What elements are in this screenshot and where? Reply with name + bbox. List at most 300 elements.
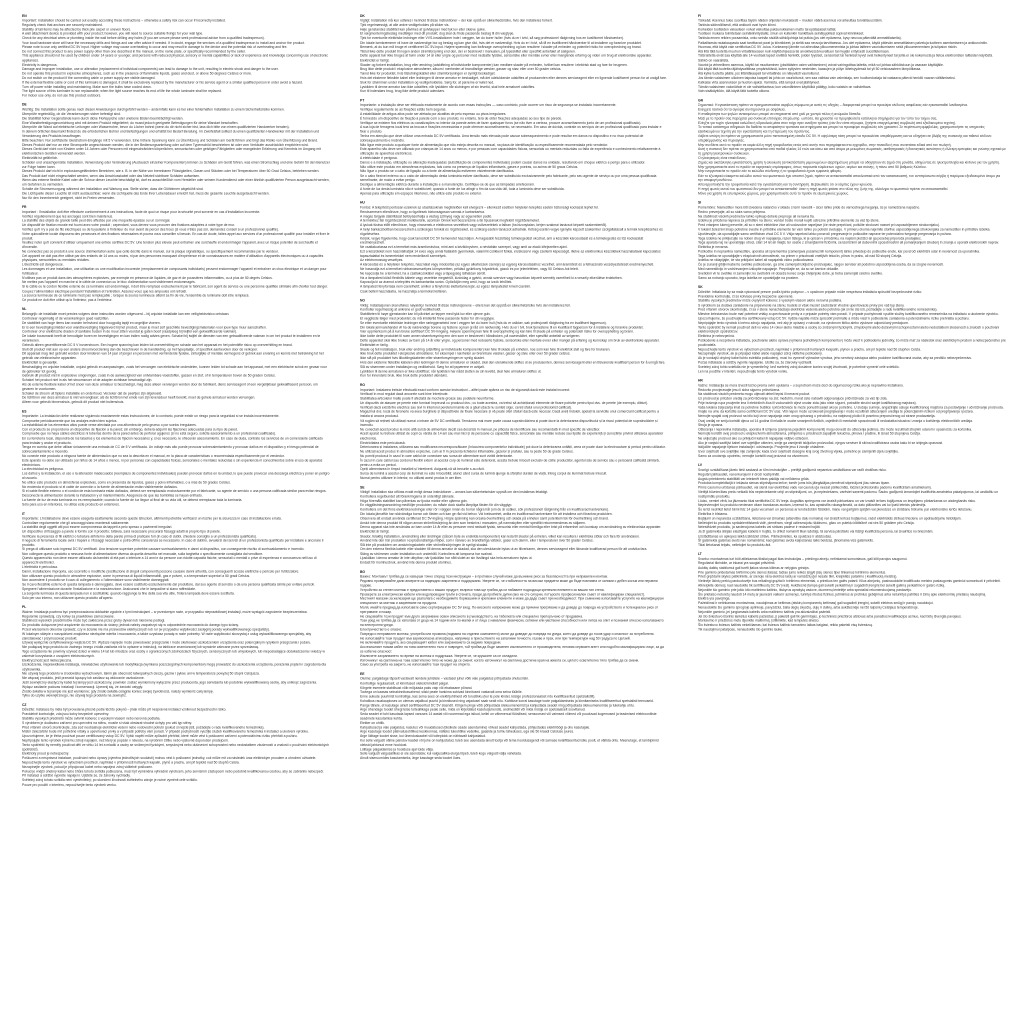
instruction-line: Die Stabilität hoher Gegenstände kann durch dicke Florteppiche oder unebene Böden beeinträchtigt werden. <box>22 116 184 121</box>
instruction-line: Não ligue o produto se o cabo de ligação ou a fonte de alimentação estiverem visivelmente danificados. <box>360 169 515 174</box>
instruction-line: Tuotteen mukana toimitetaan seinäkiinnityslaite; sinun on kuitenkin hankittava seinätyypillesi sopivat kiinnikkeet. <box>698 31 865 36</box>
instruction-line: Questo apparecchio non deve essere utilizzato da bambini di età pari o inferiore a 14 anni e da persone con ridotte capacità fisiche, sensoriali o mentali o prive di esperienza e conoscenza nell'uso di apparecchi elettronici. <box>22 556 317 565</box>
instruction-line: Tjek regelmæssigt, at alle ankre vedligeholdes på sikker vis. <box>360 23 450 28</box>
instruction-line: Ne kapcsolja be a terméket, ha a csatlakozókábel vagy a tápegység láthatóan sérült. <box>360 271 486 276</box>
instruction-line: Tootega on kaasas seinakinnitusvahend; siiski peate hankima sobivad kinnitused vastavalt oma seina tüübile. <box>360 690 523 695</box>
instruction-line: Kontrollige regulaarselt, et kinnitused oleksid kindlalt paigal. <box>360 681 449 686</box>
instruction-line: Poškodenie a nesprávna inštalácia, používanie alebo úprava (výmena jednotlivých komponentov) môžu viesť k poškodeniu jednotky, čo môže mať za následok úraz elektrickým prúdom a nebezpečenstvo pre používateľa. <box>698 338 1006 347</box>
instruction-line: Važno: Instalacija se mora izvesti točno prema ovim uputama – u suprotnom može doći do sigurnosnog rizika ako je nepravilno instalirano. <box>698 383 904 388</box>
instruction-line: Et veggfeste følger med produktet; du må imidlertid finne passende fester for din veggtype. <box>360 316 495 321</box>
instruction-line: For indoor use only, do not use this product outdoors. <box>22 93 102 98</box>
instruction-line: Rendszeresen ellenőrizze, hogy a rögzítések biztonságosan vannak-e karbantartva. <box>360 209 485 214</box>
instruction-line: Viktig: Installasjonen skal utføres nøyaktig i henhold til disse instruksjonene – ellers kan det oppstå en sikkerhetsrisiko hvis den installeres feil. <box>360 303 571 308</box>
instruction-line: Desligue a alimentação elétrica durante a instalação e a manutenção. Certifique-se de que as lâmpadas arrefeceram. <box>360 182 535 187</box>
instruction-line: Pred vrtanjem lukenj preverite, ali so v steni električne žice ali vodovodne napeljave (če niste prepričani, poiščite strokovni nasvet pri usposobljenem strokovnjaku). <box>698 223 940 228</box>
instruction-line: Ne mettez pas l'appareil en marche si le câble de connexion ou le bloc d'alimentation sont visiblement endommagés. <box>22 280 196 285</box>
instruction-line: A magas tárgyak stabilitását befolyásolhatja a vastag szőnyeg vagy az egyenetlen padló. <box>360 214 493 219</box>
instruction-line: Elektrība ir bīstama. <box>698 512 728 517</box>
instruction-line: S výrobkem je dodáváno zařízení pro upevnění na stěnu, musíte si však obstarat vhodné úchyty pro váš typ stěny. <box>22 721 192 725</box>
instruction-line: Ezt a készüléket nem használhatják 14 éves vagy annál fiatalabb gyermekek, valamint csökkent fizikai, érzékszervi vagy szellemi képességű, illetve az elektronikus készülékek használatával kapcsolatos tapasztalattal és ismeretekkel nem rendelkező személyek. <box>360 249 661 258</box>
instruction-line: Vær oppmerksom på å kun bruke sertifisert DC 5V-inngang. Høyere spenning kan føre til overoppheting og kan føre til skade på enheten og potensiell risiko for overoppheting og brann. <box>360 329 635 334</box>
language-section-hu <box>360 201 668 294</box>
instruction-line: Źródło światła w tej lampie nie jest wymienne; gdy źródło światła osiągnie koniec swojej żywotności, należy wymienić całą lampę. <box>22 689 214 694</box>
instruction-line: Svarīgi: uzstādīšana jāveic tieši saskaņā ar šīm instrukcijām – pretējā gadījumā nepareiza uzstādīšana var radīt drošības risku. <box>698 468 887 473</box>
instruction-line: Verificați dacă există fire electrice sau țevi în interiorul peretelui înainte de a găuri (dacă nu sunteți sigur, cereți sfatul unui profesionist calificat). <box>360 405 572 410</box>
instruction-line: Електричеството е опасно. <box>360 627 403 632</box>
instruction-line: A károsodás és a helytelen telepítés, használat vagy módosítás (az egyes alkatrészek cseréje) az egység károsodásához vezethet, ami áramütést és a felhasználó veszélyeztetését eredményezheti. <box>360 262 655 267</box>
instruction-line: Vérifiez qu'il n'y a pas de fils électriques ou de tuyauterie à l'intérieur du mur avant de percer des trous (si vous n'êtes pas sûr, demandez conseil à un professionnel qualifié). <box>22 227 279 232</box>
instruction-line: Nepoužívejte tento výrobek ve výbušném prostředí, například v přítomnosti hořlavých kapalin, plynů a prachu, ani při teplotě nad 50 stupňů Celsia. <box>22 760 240 765</box>
language-code: RO <box>360 383 366 388</box>
instruction-line: Ако външният гъвкав кабел на това осветително тяло е повреден, той трябва да бъде заменен изключително от производителя, неговия сервизен агент или подобно квалифицирано лице, за да се избегне опасност. <box>360 645 664 654</box>
instruction-line: Tilslut ikke dette produkt til nogen anden strømforsyning end den, der er beskrevet i manualen, på typeskiltet eller specifikt anbefalet af sælgeren. <box>360 49 576 54</box>
instruction-line: Svetlobni vir te svetilke ni zamenljiv; ko svetlobni vir doseže konec svoje življenjske dobe, je treba zamenjati celotno svetilko. <box>698 271 883 276</box>
instruction-line: Nie podłączaj tego produktu do żadnego innego źródła zasilania niż to opisane w instrukcji, na tabliczce znamionowej lub wyraźnie zalecane przez sprzedawcę. <box>22 645 260 650</box>
instruction-line: Upozorňujeme, že je třeba používat pouze certifikovaný vstup DC 5V. Vyšší napětí může způsobit přehřátí, které může vést k poškození zařízení a potenciálnímu riziku přehřátí a požáru. <box>22 734 298 739</box>
instruction-line: Ainult siseruumides kasutamiseks, ärge kasutage seda toodet õues. <box>360 756 462 761</box>
instruction-line: Din lokala järnaffär har nödvändiga borrar och fästen och kan ge råd vid behov. Vid tveksamhet, anlita en kvalificerad hantverkare för att installera och förankra produkten. <box>360 512 613 517</box>
instruction-line: Nemojte koristiti ovaj proizvod u eksplozivnim atmosferama, primjerice u prisutnosti zapaljivih tekućina, plinova i prašine, ili iznad 50 stupnjeva Celzija. <box>698 432 921 436</box>
instruction-line: Před vrtáním otvorů zkontrolujte, zda zeď neobsahuje elektrické vedení nebo vodovodní potrubí (pokud si nejste jisti, požádejte o radu kvalifikovaného řemeslníka). <box>22 725 265 730</box>
instruction-line: Stabilitatea articolelor înalte poate fi afectată de mochete groase sau podelele neuniforme. <box>360 396 495 401</box>
instruction-line: Elektrina je nebezpečná. <box>698 334 735 339</box>
instruction-line: Ärge lülitage toodet sisse, kui ühenduskaabel või toiteplokk on nähtavalt kahjustatud. <box>360 734 486 739</box>
instruction-line: Sluk for strømmen under installation og vedligeholdelse. Sørg for, at pærerne er kølet ned. <box>360 80 495 85</box>
instruction-line: Kui selle valgusti väline painduv kaabel või juhe on kahjustatud, tuleb see asendada ainult tootja või tema hooldusagendi või sarnase kvalifitseeritud isiku poolt, et vältida ohtu. Meenutage, et lambipirnid oleksid jahtunud enne hooldust. <box>360 738 659 747</box>
language-section-cz <box>22 703 330 787</box>
instruction-line: Schakel de stroom uit tijdens installatie en onderhoud. Verzeker dat de peertjes zijn afgekoeld. <box>22 391 163 396</box>
instruction-line: Important: Installation should be carried out exactly according these instructions – otherwise a safety risk can occur if incorrectly installed. <box>22 18 226 23</box>
instruction-line: Nu utilizați acest produs în atmosfere explozive, cum ar fi în prezența lichidelor inflamabile, gazelor și prafului, sau la peste 50 de grade Celsius. <box>360 449 574 454</box>
instruction-line: Az elektromosság veszélyes. <box>360 258 404 263</box>
instruction-line: Struja je opasna. <box>698 423 724 428</box>
language-section-fr <box>22 205 330 302</box>
instruction-line: Viktigt! Installation ska utföras exakt enligt dessa instruktioner – annars kan säkerhetsrisker uppstå om den installeras felaktigt. <box>360 490 549 495</box>
instruction-line: Μην συνδέετε αυτό το προϊόν σε καμία άλλη πηγή τροφοδοσίας εκτός από αυτήν που περιγράφεται στο εγχειρίδιο, στην πινακίδα ή που συνιστάται ειδικά από τον πωλητή. <box>698 143 952 147</box>
instruction-line: Verificați în mod regulat dacă ancorele sunt bine întreținute. <box>360 392 449 397</box>
instruction-line: Проверете за електрически кабели или водопроводни тръби в стената, преди да пробиете дупки (ако не сте сигурни, потърсете професионален съвет от квалифициран специалист). <box>360 592 646 597</box>
instruction-line: Ljuskällan i denna armatur är inte utbytbar; när ljuskällan har nått slutet av sin livslängd ska hela armaturen bytas ut. <box>360 556 533 561</box>
instruction-line: Nenaudokite šio gaminio sprogioje aplinkoje, pavyzdžiui, šalia degių skysčių, dujų ir dulkių, arba aukštesnėje nei 50 laipsnių Celsijaus temperatūroje. <box>698 605 919 610</box>
instruction-line: Tjek for eventuelle elektriske ledninger eller VVS-installationer inde i væggen, før du borer huller (hvis du er i tvivl, så søg professionel rådgivning hos en kvalificeret håndværker). <box>360 36 624 41</box>
instruction-line: Hvis det eksterne fleksible kabel eller ledningen til denne armatur er beskadiget, må det udelukkende udskiftes af producenten eller dennes serviceagent eller en lignende kvalificeret person for at undgå fare. <box>360 76 667 80</box>
instruction-line: Elektryczność jest niebezpieczna. <box>22 658 73 663</box>
instruction-line: Ärge kasutage toodet plahvatusohtlikus keskkonnas, näiteks tuleohtlike vedelike, gaaside ja tolmu läheduses, ega üle 50 kraadi Celsiuse juures. <box>360 729 575 734</box>
instruction-line: Ha a lámpatest külső flexibilis kábele vagy vezetéke megsérült, kizárólag a gyártó, annak szervize vagy hasonlóan képzett személy cserélheti ki a veszély elkerülése érdekében. <box>360 276 623 280</box>
instruction-line: Μην χρησιμοποιείτε αυτό το προϊόν σε εκρηκτικές ατμόσφαιρες, όπως παρουσία εύφλεκτων υγρών, αερίων και σκόνης, ή πάνω από 50 βαθμούς Κελσίου. <box>698 165 927 169</box>
instruction-line: Observera att endast använda certifierad DC 5V-ingång. Högre spänning kan orsaka överhettning och skada på enheten samt potentiell risk för överhettning och brand. <box>360 516 609 521</box>
instruction-line: A helyi barkácsboltban beszerezheti a szükséges fúrókat és rögzítéseket, és szükség esetén tanácsot adhatnak. Kétség esetén vegye igénybe képzett szakember szolgáltatásait a termék telepítéséhez és rögzítéséhez. <box>360 227 663 236</box>
instruction-line: En väggfästningsanordning medföljer produkten; du måste dock skaffa lämpliga fästen för din väggtyp. <box>360 503 513 508</box>
instruction-line: Gebruik dit product niet in explosieve omgevingen, zoals in de aanwezigheid van ontvlambare vloeistoffen, gassen en stof, of in temperaturen boven de 50 graden Celsius. <box>22 373 276 378</box>
instruction-line: Jeśli zewnętrzny elastyczny kabel tej lampy jest uszkodzony, powinien zostać wymieniony wyłącznie przez producenta, jego serwisanta lub podobnie wykwalifikowaną osobę, aby uniknąć zagrożenia. <box>22 680 318 685</box>
instruction-line: Slå inte på produkten om anslutningskabeln eller strömförsörjningen är synligt skadad. <box>360 543 489 547</box>
instruction-line: Controleer of er elektrische draden of sanitaire buizen in de muur zitten voordat je gaten boort (raadpleeg bij twijfel een gekwalificeerde vakman). <box>22 329 238 334</box>
language-section-ee <box>360 672 668 761</box>
instruction-line: Pokud je vnější ohebný kabel nebo šňůra tohoto svítidla poškozena, musí být vyměněna výhradně výrobcem, jeho servisním zástupcem nebo podobně kvalifikovanou osobou, aby se zabránilo nebezpečí. <box>22 769 325 774</box>
instruction-line: Regularnie sprawdzaj, czy kotwy są prawidłowo zamocowane. <box>22 614 115 619</box>
instruction-line: Un dispositif de fixation murale est fourni avec votre produit ; cependant, vous devrez vous procurer des fixations adaptées à votre type de mur. <box>22 223 235 228</box>
instruction-line: La sorgente luminosa di questa lampada non è sostituibile; quando raggiunge la fine della sua vita utile, l'intera lampada deve essere sostituita. <box>22 591 235 596</box>
instruction-line: En su ferretería local, dispondrá de los taladros y los elementos de fijación necesarios y, si es necesario, le ofrecerán asesoramiento. En caso de duda, contrate los servicios de un comerciante calificado para instalar y anclar el producto. <box>22 436 323 445</box>
instruction-line: Tämän valaisimen valonlähde ei ole vaihdettavissa; kun valonlähteen käyttöikä päättyy, koko valaisin on vaihdettava. <box>698 84 872 89</box>
instruction-line: Pred vŕtaním otvorov skontrolujte, či sa v stene nenachádzajú elektrické vedenia alebo potrubia (ak si nie ste istí, požiadajte o radu kvalifikovaného remeselníka). <box>698 307 938 312</box>
instruction-line: Kontrollera om det finns elektriska ledningar eller rör i väggen innan du borrar några hål (om du är osäker, sök professionell rådgivning från en kvalificerad hantverkare). <box>360 507 610 512</box>
instruction-line: Tätä laitetta eivät saa käyttää alle 14-vuotiaat lapset eivätkä henkilöt, joiden fyysiset, sensoriset tai henkiset kyvyt ovat heikentyneet tai joilla ei ole kokemusta ja tietoa elektronisten laitteiden käytöstä. <box>698 54 993 58</box>
instruction-line: Sursa de lumină a acestui corp de iluminat nu este înlocuibilă; atunci când sursa de lumină ajunge la sfârșitul duratei de viață, întreg corpul de iluminat trebuie înlocuit. <box>360 471 608 476</box>
language-code: ES <box>22 409 27 414</box>
instruction-line: Vigtigt: Installation må kun udføres i henhold til disse instruktioner – der kan opstå en sikkerhedsrisiko, hvis den installeres forkert. <box>360 18 553 23</box>
instruction-line: Dôležité: Inštalácia by sa mala vykonávať presne podľa týchto pokynov – v opačnom prípade môže nesprávna inštalácia spôsobiť bezpečnostné riziko. <box>698 290 923 295</box>
instruction-line: Kõrgete esemete stabiilsust võib mõjutada paks vaip või ebatasane põrand. <box>360 685 473 690</box>
instruction-line: Izvor svjetlosti ove svjetiljke nije zamjenjiv; kada izvor svjetlosti dosegne kraj svog životnog vijeka, potrebno je zamijeniti cijelu svjetiljku. <box>698 449 899 454</box>
instruction-line: Důležité: Instalace by měla být provedena přesně podle těchto pokynů – jinak může při nesprávné instalaci vzniknout bezpečnostní riziko. <box>22 707 227 712</box>
instruction-line: Ikke bruk dette produktet i eksplosive atmosfærer, for eksempel i nærheten av brennbare væsker, gasser og støv, eller over 50 grader celsius. <box>360 351 571 356</box>
language-code: IT <box>22 511 25 516</box>
language-code: NO <box>360 298 366 303</box>
instruction-line: Světelný zdroj tohoto svítidla není vyměnitelný; po skončení životnosti světelného zdroje je nutné vyměnit celé svítidlo. <box>22 778 198 783</box>
language-section-es <box>22 410 330 507</box>
instruction-line: Tento spotrebič by nemali používať deti vo veku 14 rokov alebo mladšie a osoby so zníženými fyzickými, zmyslovými alebo duševnými schopnosťami alebo nedostatkom skúseností a znalostí o používaní elektronických spotrebičov. <box>698 325 1000 334</box>
instruction-line: Tenha em atenção que deve utilizar uma entrada DC 5V certificada. Uma tensão mais elevada pode causar sobreaquecimento e pode resultar em danos no dispositivo e no risco potencial de sobreaquecimento e incêndio. <box>360 134 644 143</box>
instruction-line: Místní železářství bude mít potřebné vrtáky a upevňovací prvky a v případě potřeby vám poradí. V případě pochybností využijte služeb kvalifikovaného řemeslníka k instalaci a ukotvení výrobku. <box>22 729 309 734</box>
instruction-line: Höga föremåls stabilitet kan påverkas av tjocka mattor eller ojämna golv. <box>360 499 468 503</box>
instruction-line: La stabilità degli oggetti alti può essere compromessa da tappeti a pelo spesso o pavimenti irregolari. <box>22 525 173 530</box>
instruction-line: Nepripájajte tento výrobok k inému zdroju napájania, než aký je opísaný v návode, na výrobnom štítku alebo výslovne odporúčaný predajcom. <box>698 321 909 325</box>
instruction-line: A sua loja de ferragens local terá as brocas e fixações necessárias e pode oferecer aconselhamento, se necessário. Em caso de dúvida, contrate os serviços de um profissional qualificado para instalar e fixar o produto. <box>360 125 662 134</box>
instruction-line: Con el producto se proporciona un dispositivo de fijación a la pared; sin embargo, deberá adquirir las fijaciones adecuadas para su tipo de pared. <box>22 427 238 432</box>
language-code: FI <box>698 14 701 18</box>
instruction-line: No conecte este producto a ninguna fuente de alimentación que no sea la descrita en el manual, en la placa de características o recomendada específicamente por el vendedor. <box>22 454 285 458</box>
instruction-line: Desconecte la alimentación durante la instalación y el mantenimiento. Asegúrese de que las bombillas se hayan enfriado. <box>22 493 203 498</box>
instruction-line: Tarkista ennen reikien poraamista, onko seinän sisällä sähköjohtoja tai putkia (jos olet epävarma, kysy neuvoa pätevältä ammattilaiselta). <box>698 36 902 41</box>
text-columns <box>22 14 1006 1018</box>
instruction-line: Magazinul dvs. local de feronerie va avea burghiele și dispozitivele de fixare necesare și vă poate oferi sfaturi dacă este necesar. Dacă aveți îndoieli, apelați la serviciile unui comerciant calificat pentru a instala și ancora produsul. <box>360 410 660 419</box>
instruction-line: Μόνο για χρήση σε εσωτερικούς χώρους, μην χρησιμοποιείτε αυτό το προϊόν σε εξωτερικούς χώρους. <box>698 191 849 196</box>
language-code: HU <box>360 200 365 205</box>
instruction-line: Schäden und unsachgemäße Installation, Verwendung oder Veränderung (Austausch einzelner Komponenten) können zu Schäden am Gerät führen, was einen Stromschlag und eine Gefahr für den Benutzer zur Folge haben kann. <box>22 160 330 169</box>
instruction-line: Redno preverjajte, ali so sidra varno pritrjena. <box>698 209 766 214</box>
instruction-line: Vietinėje ūkinių prekių parduotuvėje bus reikalingi grąžtai ir tvirtinimo elementai, o prireikus ten galės patarti. Kilus abejonių, pasinaudokite kvalifikuoto meistro paslaugomis gaminiui sumontuoti ir pritvirtinti. <box>698 579 1001 584</box>
instruction-line: Šo ierīci nedrīkst lietot bērni līdz 14 gadu vecumam un personas ar ierobežotām fiziskām, maņu vai garīgām spējām vai pieredzes un zināšanu trūkumu par elektronisko ierīču lietošanu. <box>698 507 973 512</box>
instruction-line: Les dommages et une installation, une utilisation ou une modification incorrecte (remplacement de composants individuels) peuvent endommager l'appareil et entraîner un choc électrique et un danger pour l'utilisateur. <box>22 267 327 276</box>
instruction-line: Non collegare questo prodotto a nessuna fonte di alimentazione diversa da quella descritta nel manuale, sulla targhetta o specificamente consigliata dal venditore. <box>22 551 264 556</box>
instruction-line: Se o cabo flexível externo ou o cabo de alimentação desta luminária estiver danificado, deve ser substituído exclusivamente pelo fabricante, pelo seu agente de serviço ou por uma pessoa qualificada semelhante, de modo a evitar perigo. <box>360 173 657 183</box>
instruction-line: Important: Instalarea trebuie efectuată exact conform acestor instrucțiuni – altfel poate apărea un risc de siguranță dacă este instalat incorect. <box>360 387 571 392</box>
instruction-line: Nemojte spajati ovaj proizvod na bilo koji izvor napajanja osim onog opisanog u priručniku, na natpisnoj pločici ili posebno preporučenog od strane prodavatelja. <box>698 414 936 419</box>
instruction-line: A wall attachment device is provided with your product; however, you will need to source suitable fixings for your wall type. <box>22 31 204 36</box>
instruction-line: Vietējā būvniecības preču veikalā būs nepieciešamie urbji un stiprinājumi, un, ja nepieciešams, varēsiet saņemt padomu. Šaubu gadījumā izmantojiet kvalificēta amatnieka pakalpojumus, lai uzstādītu un nostiprinātu produktu. <box>698 490 999 499</box>
language-code: FR <box>22 205 27 210</box>
instruction-line: Não utilize este produto em atmosferas explosivas, tais como na presença de líquidos inflamáveis, gases e poeiras, ou acima de 50 graus Celsius. <box>360 165 579 169</box>
instruction-line: Acest aparat nu trebuie utilizat de copii cu vârsta de 14 ani sau mai mici și de persoane cu capacități fizice, senzoriale sau mentale reduse sau lipsite de experiență și cunoștințe privind utilizarea aparatelor electronice. <box>360 432 664 441</box>
instruction-line: Το τοπικό κατάστημα σιδηρικών θα διαθέτει τα απαραίτητα τρυπάνια και στηρίγματα και μπορεί να προσφέρει συμβουλές εάν χρειαστεί. Σε περίπτωση αμφιβολίας, χρησιμοποιήστε τις υπηρεσίες εξειδικευμένου τεχνίτη για την εγκατάσταση και τη στερέωση του προϊόντος. <box>698 125 985 134</box>
instruction-line: Anslut inte denna produkt till någon annan strömförsörjning än den som beskrivs i manualen, på namnskylten eller specifikt rekommenderas av säljaren. <box>360 521 586 525</box>
instruction-line: Ak je vonkajší ohybný kábel tohto svietidla poškodený, musí ho vymeniť výhradne výrobca, jeho servisný zástupca alebo podobne kvalifikovaná osoba, aby sa predišlo nebezpečenstvu. <box>698 356 973 361</box>
instruction-line: Λάβετε υπόψη ότι πρέπει να χρησιμοποιείτε μόνο πιστοποιημένη είσοδο DC 5V. Η υψηλότερη τάση μπορεί να προκαλέσει υπερθέρμανση και να οδηγήσει σε βλάβη της συσκευής και πιθανό κίνδυνο υπερθέρμανσης και πυρκαγιάς. <box>698 134 992 143</box>
instruction-line: A termékhez fali rögzítőeszközt mellékelünk, azonban Önnek kell beszereznie a fal típusának megfelelő rögzítőelemeket. <box>360 218 540 223</box>
instruction-line: Danni, installazione impropria, uso scorretto o modifiche (sostituzione di singoli componenti) possono causare danni all'unità, con conseguenti scosse elettriche e pericolo per l'utilizzatore. <box>22 569 300 574</box>
instruction-line: Lyskilden til denne armaturen er ikke utskiftbar; når lyskilden har nådd slutten av sin levetid, skal hele armaturen skiftes ut. <box>360 369 542 374</box>
instruction-line: De lokale bouwmarkt heeft de benodigde boren en bevestigingen en kan indien nodig advies geven. Schakel bij twijfel de diensten van een gekwalificeerde vakman in om het product te installeren en te verankeren. <box>22 334 321 343</box>
instruction-line: Fontos: A telepítést pontosan ezeknek az utasításoknak megfelelően kell elvégezni – ellenkező esetben helytelen telepítés esetén biztonsági kockázat léphet fel. <box>360 205 599 210</box>
instruction-line: Elektrika je nevarna. <box>698 245 729 250</box>
instruction-line: Ikke koble dette produktet til noen annen strømforsyning enn den som er beskrevet i håndboken, på navneskiltet, eller spesifikt anbefalt av selgeren. <box>360 334 581 339</box>
instruction-line: Verificare la presenza di fili elettrici o tubature all'interno della parete prima di praticare fori (in caso di dubbi, chiedere consiglio a un professionista qualificato). <box>22 534 258 539</box>
instruction-line: Älä liitä tätä tuotetta muuhun virtalähteeseen kuin käyttöohjeessa tai arvokilvessä kuvattuun tai myyjän erityisesti suosittelemaan. <box>698 49 890 54</box>
instruction-line: Този уред не трябва да се използва от деца на 14 години или по-малки и от лица с намалени физически, сетивни или умствени способности или липса на опит и познания относно използването на електронни уреди. <box>360 618 664 628</box>
language-code: DE <box>22 102 27 107</box>
instruction-line: Ne connectez pas ce produit à une source d'alimentation autre que celle décrite dans le manuel, sur la plaque signalétique, ou spécifiquement recommandée par le vendeur. <box>22 249 279 254</box>
instruction-line: Lūdzu, ņemiet vērā, ka jāizmanto tikai sertificēta DC 5V ieeja. Augstāks spriegums var izraisīt pārkaršanu un var izraisīt ierīces bojājumus un iespējamu pārkaršanas un aizdegšanās risku. <box>698 499 976 503</box>
language-code: PT <box>360 98 365 103</box>
instruction-line: A eletricidade é perigosa. <box>360 156 398 161</box>
instruction-line: Skade og feil installasjon, bruk eller endring (utskifting av individuelle komponenter) kan føre til skade på enheten, noe som kan føre til elektrisk støt og fare for brukeren. <box>360 347 611 352</box>
instruction-line: Ce produit ne doit être utilisé qu'à l'intérieur, pas à l'extérieur. <box>22 298 113 302</box>
instruction-line: Atkreipkite dėmesį, kad naudokite tik sertifikuotą DC 5V įvestį. Aukštesnė įtampa gali sukelti perkaitimą ir sugadinti įrenginį bei sukelti galimą perkaitimo ir gaisro riziką. <box>698 583 946 588</box>
instruction-line: Não ligue este produto a qualquer fonte de alimentação que não esteja descrita no manual, na placa de identificação ou especificamente recomendada pelo vendedor. <box>360 143 609 147</box>
instruction-line: Schalte die Stromversorgung während der Installation und Wartung aus. Stelle sicher, dass die Glühbirnen abgekühlt sind. <box>22 187 204 191</box>
instruction-line: Huomaa, että käytä vain sertifioitua DC 5V -tuloa. Korkeampi jännite voi aiheuttaa ylikuumenemista ja johtaa laitteen vaurioitumiseen sekä ylikuumenemisen ja tulipalon riskiin. <box>698 45 958 50</box>
instruction-line: Nepievienojiet šo produktu nevienam citam barošanas avotam, izņemot to, kas aprakstīts rokasgrāmatā, uz datu plāksnītes vai ko īpaši ieteicis pārdevējs. <box>698 503 927 508</box>
instruction-line: Kahjustused ja vale paigaldus, kasutus või muudatused (üksikute osade asendamine) võivad seadet kahjustada, põhjustades elektrilöögi ja ohu kasutajale. <box>360 725 591 730</box>
instruction-line: Skader og forkert installation, brug eller ændring (udskiftning af individuelle komponenter) kan medføre skader på enheden, hvilket kan resultere i elektrisk stød og fare for brugeren. <box>360 62 628 67</box>
instruction-line: Si prega di utilizzare solo ingressi DC 5V certificati. Una tensione superiore potrebbe causare surriscaldamento e danni al dispositivo, con conseguente rischio di surriscaldamento e incendio. <box>22 547 305 552</box>
column-left <box>22 14 330 1018</box>
instruction-line: Samo za notranjo uporabo, tega izdelka ne uporabljajte na prostem. <box>698 276 799 280</box>
language-section-fi <box>698 14 1006 94</box>
instruction-line: Jei šio šviestuvo išorinis lankstus kabelis pažeistas, jį pakeisti gali tik gamintojas, jo techninės priežiūros atstovas arba panašios kvalifikacijos asmuo, kad būtų išvengta pavojaus. <box>698 614 962 619</box>
instruction-line: Do not switch on the product if the connecting cable or power supply are visible damaged. <box>22 76 156 80</box>
instruction-line: Controllare regolarmente che gli ancoraggi siano mantenuti saldamente. <box>22 521 130 525</box>
instruction-line: Oluline: paigaldage täpselt vastavalt nendele juhistele – vastasel juhul võib vale paigaldus põhjustada ohutusriski. <box>360 677 529 681</box>
instruction-line: Samo za unutarnju upotrebu, nemojte koristiti ovaj proizvod na otvorenom. <box>698 454 809 458</box>
instruction-line: Upoštevajte, da uporabljajte samo certificiran vhod DC 5 V. Višja napetost lahko povzroči pregrevanje in poškodbe naprave ter potencialno tveganje pregrevanja in požara. <box>698 232 952 236</box>
instruction-line: Isključite napajanje tijekom instalacije i održavanja. Provjerite jesu li žarulje ohlađene. <box>698 445 825 450</box>
instruction-line: Das Produkt darf nicht eingeschaltet werden, wenn das Anschlusskabel oder das Netzteil sichtbare Schäden aufweisen. <box>22 173 201 178</box>
instruction-line: Ελέγχετε τακτικά ότι τα αγκύρια συντηρούνται με ασφάλεια. <box>698 107 786 112</box>
instruction-line: Damage and improper installation, use or alteration (replacement of individual components) can lead to damage to the unit, resulting in electric shock and danger to the user. <box>22 67 279 72</box>
language-section-bg <box>360 570 668 667</box>
column-middle-content <box>360 14 668 761</box>
instruction-line: Η πηγή φωτός αυτού του φωτιστικού δεν μπορεί να αντικατασταθεί· όταν η πηγή φωτός φτάσει στο τέλος της ζωής της, ολόκληρο το φωτιστικό πρέπει να αντικατασταθεί. <box>698 187 949 191</box>
instruction-line: Dieses Gerät darf nicht von Kindern unter 14 Jahren oder Personen mit eingeschränkten körperlichen, sensorischen oder geistigen Fähigkeiten oder mangelnder Erfahrung und Kenntnis im Umgang mit elektronischen Geräten verwendet werden. <box>22 147 321 156</box>
instruction-line: Tylko do użytku wewnętrznego, nie używaj tego produktu na zewnątrz. <box>22 693 127 698</box>
instruction-line: Wenn das externe flexible Kabel oder die Schnur dieser Leuchte beschädigt ist, darf es ausschließlich vom Hersteller oder seinem Kundendienst oder einer ähnlich qualifizierten Person ausgetauscht werden, um Gefahren zu vermeiden. <box>22 178 330 187</box>
instruction-line: Augstu priekšmetu stabilitāti var ietekmēt biezs paklājs vai nelīdzena grīda. <box>698 476 810 481</box>
instruction-line: Selle valgusti valgusallikas ei ole asendatav; kui valgusallika eluiga lõpeb, tuleb kogu valgusti välja vahetada. <box>360 751 522 756</box>
instruction-line: Na stabilnost visokih predmetov lahko vplivajo debele preproge ali neravna tla. <box>698 214 815 219</box>
column-middle <box>360 14 668 1018</box>
instruction-line: Oštećenja i nepravilna instalacija, uporaba ili izmjena (zamjena pojedinih komponenti) mogu dovesti do oštećenja jedinice, što može rezultirati strujnim udarom i opasnošću za korisnika. <box>698 427 972 432</box>
instruction-line: Elektrický proud je nebezpečný. <box>22 751 70 756</box>
instruction-line: Neieslēdziet produktu, ja savienojuma kabelis vai strāvas padeve ir redzami bojāti. <box>698 525 821 530</box>
instruction-line: Eine Wandbefestigungsvorrichtung wird mit deinem Produkt mitgeliefert; du musst jedoch geeignete Befestigungen für deine Wandart beschaffen. <box>22 120 239 125</box>
instruction-line: Danos e a instalação, utilização ou alteração inadequadas (substituição de componentes individuais) podem causar danos na unidade, resultando em choque elétrico e perigo para o utilizador. <box>360 160 646 165</box>
instruction-line: Kun for innendørs bruk, ikke bruk dette produktet utendørs. <box>360 373 448 378</box>
instruction-line: Tarkista säännöllisesti, että ankkurit ovat hyvin kiinni. <box>698 23 777 28</box>
column-right <box>698 14 1006 1018</box>
instruction-line: Ważne: Instalacja powinna być przeprowadzona dokładnie zgodnie z tymi instrukcjami – w przeciwnym razie, w przypadku nieprawidłowej instalacji, może wystąpić zagrożenie bezpieczeństwa. <box>22 610 308 614</box>
instruction-line: Počas inštalácie a údržby vypnite napájanie. Uistite sa, že žiarovky vychladli. <box>698 360 813 365</box>
instruction-line: Este aparato no debe ser utilizado por niños de 14 años o menos, ni por personas con capacidades físicas, sensoriales o mentales reducidas o sin experiencia ni conocimientos sobre el uso de aparatos electrónicos. <box>22 458 323 467</box>
language-code: LT <box>698 552 702 557</box>
instruction-line: Opriți alimentarea în timpul instalării și întreținerii. Asigurați-vă că becurile s-au răcit. <box>360 467 485 472</box>
instruction-line: Redovito provjeravajte jesu li sidra sigurno pričvršćena. <box>698 387 781 392</box>
instruction-line: Nejunkite gaminio, jei jungiamasis kabelis arba maitinimo šaltinis yra akivaizdžiai pažeisti. <box>698 610 832 614</box>
instruction-line: Regularly check that anchors are securely maintained. <box>22 23 103 28</box>
instruction-line: Veuillez noter qu'il convient d'utiliser uniquement une entrée certifiée DC 5V. Une tension plus élevée peut entraîner une surchauffe et endommager l'appareil, avec un risque potentiel de surchauffe et d'incendie. <box>22 240 318 250</box>
language-code: GR <box>698 98 704 103</box>
instruction-line: Na stabilnost visokih predmeta mogu utjecati debeli tepisi ili neravni podovi. <box>698 392 811 397</box>
instruction-line: This appliance should not be used by children under 14 years or younger, and persons with reduced physical, sensory or mental capabilities or lack of experience and knowledge concerning use of electronic appliances. <box>22 54 328 63</box>
instruction-line: Απενεργοποιήστε την τροφοδοσία κατά την εγκατάσταση και τη συντήρηση. Βεβαιωθείτε ότι οι λάμπες έχουν κρυώσει. <box>698 182 873 187</box>
instruction-line: Si el cable flexible externo o el cordón de esta luminaria están dañados, deberá ser reemplazado exclusivamente por el fabricante, su agente de servicio o una persona calificada similar para evitar riesgos. <box>22 489 327 494</box>
language-code: PL <box>22 605 27 610</box>
instruction-line: Prieš gręždami skyles patikrinkite, ar sienoje nėra elektros laidų ar vamzdžių (jei nesate tikri, kreipkitės patarimo į kvalifikuotą meistrą). <box>698 574 898 579</box>
instruction-line: No encienda el producto si el cable de conexión o la fuente de alimentación están visiblemente dañados. <box>22 484 178 489</box>
instruction-line: Schakel het product niet in als het stroomsnoer of de adapter zichtbaar beschadigd zijn. <box>22 378 153 383</box>
instruction-line: Prie gaminio pridedamas tvirtinimo prie sienos įtaisas; tačiau jums reikės įsigyti jūsų sienos tipui tinkamus tvirtinimo elementus. <box>698 570 887 575</box>
instruction-line: Importante: La instalación debe realizarse siguiendo exactamente estas instrucciones; de lo contrario, puede existir un riesgo para la seguridad si se instala incorrectamente. <box>22 414 280 419</box>
instruction-line: Die Lichtquelle dieser Leuchte ist nicht austauschbar; wenn die Lichtquelle das Ende ihrer Lebensdauer erreicht hat, muss die gesamte Leuchte ausgetauscht werden. <box>22 191 270 196</box>
instruction-line: Un dispositivo di fissaggio a parete è fornito con il prodotto; tuttavia, sarà necessario procurarsi fissaggi adatti al proprio tipo di parete. <box>22 529 221 534</box>
language-code: LV <box>698 463 703 468</box>
language-section-it <box>22 512 330 601</box>
instruction-line: Vain sisäkäyttöön, älä käytä tätä tuotetta ulkona. <box>698 89 770 94</box>
instruction-line: Nie włączaj produktu, jeśli przewód łączący lub zasilacz są widocznie uszkodzone. <box>22 676 145 681</box>
instruction-line: Aukštų daiktų stabilumui gali turėti įtakos storas kilimas ar nelygios grindys. <box>698 565 810 570</box>
instruction-line: Importante: a instalação deve ser efetuada exatamente de acordo com essas instruções — caso contrário, pode ocorrer um risco de segurança se instalado incorretamente. <box>360 103 617 108</box>
instruction-line: Se etter eventuelle elektriske ledninger eller rørleggerarbeid inne i veggen før du borer hull (hvis du er usikker, søk profesjonell rådgivning fra en kvalifisert fagperson). <box>360 321 607 325</box>
instruction-line: Importante: L'installazione deve essere eseguita esattamente secondo queste istruzioni, altrimenti potrebbe verificarsi un rischio per la sicurezza in caso di installazione errata. <box>22 516 282 521</box>
instruction-line: Spegnere l'alimentazione durante l'installazione e la manutenzione. Assicurarsi che le lampadine si siano raffreddate. <box>22 587 196 592</box>
language-section-lv <box>698 463 1006 547</box>
instruction-line: Überprüfe die Wand auf elektrische Leitungen oder Wasserrohre, bevor du Löcher bohrst (wenn du dir nicht sicher bist, lass dich bitte von einem qualifizierten Handwerker beraten). <box>22 125 290 130</box>
instruction-line: Stäng av strömmen under installation och underhåll. Kontrollera att lamporna har svalnat. <box>360 551 493 556</box>
instruction-line: Verifique regularmente se as fixações estão bem seguras. <box>360 107 447 112</box>
instruction-line: Electricitatea este periculoasă. <box>360 440 406 445</box>
instruction-line: Nie używaj tego produktu w środowisku wybuchowym, takim jak obecność łatwopalnych cieczy, gazów i pyłów, ani w temperaturze powyżej 50 stopni Celsjusza. <box>22 671 260 676</box>
instruction-line: If the external flexible cable or cord of this luminaire is damaged, it shall be exclusively replaced by the manufacturer or his service agent or a similar qualified person in order avoid a hazard. <box>22 80 303 85</box>
instruction-line: Apenas para utilização em espaços interiores, não utilize este produto no exterior. <box>360 191 482 196</box>
instruction-line: Kapcsolja ki az áramot a telepítés és karbantartás során. Győződjön meg arról, hogy az izzók lehűltek. <box>360 280 513 285</box>
instruction-line: Katkaise virta asennuksen ja huollon ajaksi. Varmista, että lamput ovat jäähtyneet. <box>698 80 821 85</box>
instruction-line: Als de externe flexibele kabel of het snoer van deze armatuur is beschadigd, mag deze alleen vervangen worden door de fabrikant, diens serviceagent of een vergelijkbaar gekwalificeerd persoon, om gevaren te voorkomen. <box>22 382 318 391</box>
instruction-line: Med namestitvijo in vzdrževanjem izklopite napajanje. Prepričajte se, da so se žarnice ohladile. <box>698 267 840 272</box>
instruction-line: Votre quincaillerie locale disposera des perceuses et des fixations nécessaires et pourra vous conseiller si besoin. En cas de doute, faites appel aux services d'un professionnel qualifié pour installer et fixer le produit. <box>22 232 330 241</box>
instruction-line: Pirms caurumu urbšanas pārbaudiet, vai sienā nav elektrības vadu vai cauruļu (ja neesat pārliecināts, lūdziet profesionālu padomu kvalificētam amatniekam). <box>698 485 932 490</box>
instruction-line: Elektrizität ist gefährlich. <box>22 156 59 161</box>
language-code: SK <box>698 285 703 290</box>
instruction-line: Il negozio di ferramenta locale avrà i trapani e i fissaggi necessari e potrà offrire consulenza se necessario. In caso di dubbio, avvalersi dei servizi di un professionista qualificato per installare e ancorare il prodotto. <box>22 538 324 547</box>
instruction-line: Устройство за стенен монтаж е предоставено с вашия продукт; въпреки това ще трябва да си набавите подходящи крепежни елементи за вашия тип стена. <box>360 588 605 592</box>
instruction-line: Tego urządzenia nie powinny używać dzieci w wieku 14 lat lub młodsze oraz osoby o ograniczonych zdolnościach fizycznych, sensorycznych lub umysłowych, lub nieposiadające doświadczenia i wiedzy w zakresie korzystania z urządzeń elektronicznych. <box>22 649 325 658</box>
instruction-line: Bemærk, at du kun må bruge et certificeret DC 5V-input. Højere spænding kan forårsage overophedning og kan resultere i skader på enheden og potentiel risiko for overophedning og brand. <box>360 45 642 50</box>
instruction-line: Høje genstandes stabilitet kan påvirkes af gulvtæpper med tyk luv eller skæve gulve. <box>360 27 486 32</box>
instruction-line: Uszkodzenia, nieprawidłowa instalacja, niewłaściwe użytkowanie lub modyfikacja (wymiana poszczególnych komponentów) mogą prowadzić do uszkodzenia urządzenia, porażenia prądem i zagrożenia dla użytkownika. <box>22 662 327 672</box>
instruction-line: Gebruik alleen gecertificeerde DC 5 V invoerstroom. Een hogere spanning kan leiden tot oververhitting en schade aan het apparaat en het potentiële risico op oververhitting en brand. <box>22 343 293 347</box>
instruction-line: Само за употреба на закрито, не използвайте този продукт на открито. <box>360 662 471 667</box>
instruction-line: Imajte na umu da koristite samo certificirani DC 5V ulaz. Viši napon može uzrokovati pregrijavanje i može rezultirati oštećenjem uređaja te potencijalnim rizikom od pregrijavanja i požara. <box>698 410 974 414</box>
instruction-line: Αυτή η συσκευή δεν πρέπει να χρησιμοποιείται από παιδιά ηλικίας 14 ετών και κάτω και από άτομα με μειωμένες σωματικές, αισθητηριακές ή διανοητικές ικανότητες ή έλλειψη εμπειρίας και γνώσης σχετικά με τη χρήση ηλεκτρονικών συσκευών. <box>698 147 1006 156</box>
instruction-line: Nepřipojujte tento výrobek k jinému zdroji napájení, než který je popsán v návodu, na výrobním štítku nebo výslovně doporučen prodejcem. <box>22 738 229 743</box>
instruction-line: The light source of this luminaire is non replaceable; when the light source reaches its end of life the whole luminaire shall be replaced. <box>22 89 222 94</box>
instruction-line: Miestne železiarstvo bude mať potrebné vrtáky a upevňovacie prvky a v prípade potreby vám poradí. V prípade pochybností využite služby kvalifikovaného remeselníka na inštaláciu a ukotvenie výrobku. <box>698 312 999 317</box>
instruction-line: Et vægmonteringsbeslag medfølger med dit produkt; dog skal du finde passende beslag til din vægtype. <box>360 31 515 36</box>
instruction-line: Enne aukude puurimist kontrollige, kas seina sees on elektrijuhtmeid või torustikku (kui te pole kindel, küsige professionaalset nõu kvalifitseeritud spetsialistilt). <box>360 694 596 699</box>
instruction-line: Ikke slå på produktet hvis tilkoblingskabelen eller strømforsyningen er synlig skadet. <box>360 356 485 361</box>
instruction-line: Stabilność wysokich przedmiotów może być zakłócona przez gruby dywan lub nierówne podłogi. <box>22 618 166 623</box>
instruction-line: Non accendere il prodotto se il cavo di collegamento o l'alimentatore sono visibilmente danneggiati. <box>22 578 170 583</box>
instruction-line: Ne csatlakoztassa ezt a terméket más áramforráshoz, mint ami a kézikönyvben, a névtáblán szerepel, vagy amit az eladó kifejezetten ajánl. <box>360 245 568 250</box>
instruction-line: Местният магазин за железария ще разполага с необходимите бормашини и крепежни елементи и може да даде съвет при необходимост. При съмнение използвайте услугите на квалифициран специалист за монтаж и закрепване на продукта. <box>360 596 664 606</box>
instruction-line: Pravidelně kontrolujte, zda jsou kotvy bezpečně upevněny. <box>22 712 110 717</box>
instruction-line: V lokalni železnini imajo potrebne svedre in pritrdilne elemente ter vam lahko po potrebi svetujejo. V primeru dvoma najemite storitve usposobljenega strokovnjaka za namestitev in pritrditev izdelka. <box>698 227 991 232</box>
instruction-line: Los daños y la instalación, el uso o la alteración inadecuados (reemplazo de componentes individuales) pueden provocar daños en la unidad, lo que puede provocar una descarga eléctrica y poner en peligro al usuario. <box>22 471 330 480</box>
instruction-line: Korkeiden tuotteiden vakauteen voivat vaikuttaa paksunukkainen matto tai epätasaiset lattiat. <box>698 27 837 32</box>
language-section-de <box>22 103 330 200</box>
instruction-line: Slå av strømmen under installasjon og vedlikehold. Sørg for at lyspærene er avkjølt. <box>360 365 485 369</box>
instruction-line: Se il cavo flessibile esterno di questa lampada è danneggiato, deve essere sostituito esclusivamente dal produttore, dal suo agente di servizio o da una persona qualificata simile per evitare pericoli. <box>22 582 315 587</box>
instruction-line: Izdelku je priložena naprava za pritrditev na steno; vendar boste morali kupiti ustrezne pritrdilne elemente za vaš tip stene. <box>698 218 880 223</box>
instruction-line: Dette apparatet skal ikke brukes av barn på 14 år eller yngre, og personer med reduserte fysiske, sensoriske eller mentale evner eller mangel på erfaring og kunnskap om bruk av elektroniske apparater. <box>360 338 660 343</box>
language-code: CZ <box>22 703 27 707</box>
instruction-line: Sólo para uso en interiores, no utilice este producto en exteriores. <box>22 502 120 507</box>
instruction-line: Tento spotřebič by neměly používat děti ve věku 14 let a mladší a osoby se sníženými fyzickými, smyslovými nebo duševními schopnostmi nebo nedostatkem zkušeností a znalostí o používání elektronických spotřebičů. <box>22 743 330 752</box>
instruction-line: Pange tähele, et kasutage ainult sertifitseeritud DC 5V sisendit. Kõrgem pinge võib põhjustada ülekuumenemist ja kahjustada seadet ning põhjustada ülekuumenemise ja tulekahju ohtu. <box>360 703 635 708</box>
instruction-line: Kontrollera regelbundet att förankringarna är ordentligt säkrade. <box>360 494 455 499</box>
instruction-line: Stabilitu vysokých předmětů může ovlivnit koberec s vysokým vlasem nebo nerovná podlaha. <box>22 716 161 721</box>
instruction-line: Dette apparat bør ikke bruges af børn under 14 år eller yngre og personer med nedsatte fysiske, sensoriske eller mentale evner eller manglende erfaring og viden om brug af elektroniske apparater. <box>360 54 653 58</box>
instruction-line: Kohalikus rauakaupluses on olemas vajalikud puurid ja kinnitused ning vajadusel saab sealt nõu. Kahtluse korral kasutage toote paigaldamiseks ja kinnitamiseks kvalifitseeritud spetsialisti teenuseid. <box>360 699 654 703</box>
instruction-line: Produkta komplektācijā ir iekļauta sienas stiprinājuma ierīce; tomēr jums būs jāiegādājas piemēroti stiprinājumi jūsu sienas tipam. <box>698 481 891 486</box>
instruction-line: Seda seadet ei tohi kasutada lapsed vanuses 14 aastat või nooremad ega isikud, kellel on vähenenud füüsilised, sensoorsed või vaimsed võimed või puuduvad kogemused ja teadmised elektrooniliste seadmete kasutamise kohta. <box>360 712 657 721</box>
instruction-line: Poškodbe in nepravilna namestitev, uporaba ali sprememba (zamenjava posameznih komponent) lahko privedejo do poškodbe enote, kar povzroči električni udar in nevarnost za uporabnika. <box>698 249 980 254</box>
instruction-line: La fuente de luz de esta luminaria no es reemplazable; cuando la fuente de luz llegue al final de su vida útil, se deberá reemplazar toda la luminaria. <box>22 498 243 503</box>
instruction-line: Bitte beachten: Nur zertifizierte Gleichstrom-Eingänge mit 5 V verwenden. Eine höhere Spannung kann zu Überhitzung und Schäden am Gerät führen und birgt das Risiko von Überhitzung und Brand. <box>22 138 319 143</box>
language-section-lt <box>698 552 1006 632</box>
instruction-line: Stabiliteten til høye gjenstander kan bli påvirket av tepper med tykk luv eller ujevne gulv. <box>360 312 491 317</box>
language-code: EE <box>360 672 365 677</box>
instruction-line: Редовно проверявайте дали анкерите са надеждно закрепени и поддържани. Уверете се, че стабилността на високи предмети може да бъде повлияна от килими с дебел косъм или неравни подове. <box>360 579 658 588</box>
instruction-line: Šio prietaiso neturėtų naudoti 14 metų ar jaunesni vaikai ir asmenys, turintys ribotus fizinius, jutiminius ar protinius gebėjimus arba neturintys patirties ir žinių apie elektroninių prietaisų naudojimą. <box>698 592 987 597</box>
instruction-line: Не използвайте този продукт във взривоопасна атмосфера, например в присъствието на запалими течности, газове и прах, или при температури над 50 градуса по Целзий. <box>360 636 631 641</box>
language-section-en <box>22 14 330 98</box>
instruction-line: Compruebe que no haya cables eléctricos ni tuberías dentro de la pared antes de perforar agujeros (si no está seguro, solicite asesoramiento a un profesional cualificado). <box>22 432 277 436</box>
instruction-line: Če je zunanji gibljivi kabel te svetilke poškodovan, ga sme zamenjati izključno proizvajalec, njegov serviser ali podobno usposobljena oseba, da se izogne nevarnosti. <box>698 262 944 267</box>
instruction-line: Denna apparat ska inte användas av barn under 14 år eller av personer med nedsatt fysisk, sensorisk eller mental förmåga eller brist på erfarenhet och kunskap om användning av elektroniska apparater. <box>360 525 662 530</box>
instruction-line: Wichtig: Die Installation sollte genau nach diesen Anweisungen durchgeführt werden – andernfalls kann es bei einer fehlerhaften Installation zu einem Sicherheitsrisiko kommen. <box>22 107 285 112</box>
instruction-line: W lokalnym sklepie z narzędziami znajdziesz niezbędne wiertła i mocowania, a także uzyskasz poradę w razie potrzeby. W razie wątpliwości skorzystaj z usług wykwalifikowanego specjalisty, aby zainstalować i przymocować produkt. <box>22 632 312 641</box>
instruction-line: Ako je vanjski savitljivi kabel ove svjetiljke oštećen, smije ga zamijeniti isključivo proizvođač, njegov serviser ili slična kvalificirana osoba kako bi se izbjegla opasnost. <box>698 440 944 445</box>
language-section-sk <box>698 285 1006 374</box>
instruction-line: Bojājumi un nepareiza uzstādīšana, lietošana vai izmaiņas (atsevišķu daļu nomaiņa) var izraisīt ierīces bojājumus, radot elektriskās strāvas triecienu un apdraudējumu lietotājam. <box>698 516 962 521</box>
instruction-line: Überprüfe regelmäßig, ob die Verankerungen sicher befestigt sind. <box>22 112 121 117</box>
instruction-line: Ο ηλεκτρισμός είναι επικίνδυνος. <box>698 156 747 161</box>
instruction-line: Μην ενεργοποιείτε το προϊόν εάν το καλώδιο σύνδεσης ή το τροφοδοτικό έχουν εμφανείς φθορές. <box>698 169 843 174</box>
instruction-line: Nu porniți produsul în cazul în care cablul de conectare sau sursa de alimentare sunt vizibil deteriorate. <box>360 454 514 458</box>
instruction-line: Tärkeää: Asennus tulee suorittaa täysin näiden ohjeiden mukaisesti – muuten väärä asennus voi aiheuttaa turvallisuusriskin. <box>698 18 883 23</box>
instruction-line: Wyłącz zasilanie podczas instalacji i konserwacji. Upewnij się, że żarówki ostygły. <box>22 684 144 689</box>
instruction-line: Check for any electrical wires or plumbing inside the wall before drilling any holes (if you are unsure please seek professional advice from a qualified tradesperson). <box>22 36 265 41</box>
language-code: BG <box>360 570 366 574</box>
instruction-line: Tega izdelka ne uporabljajte v eksplozivnih atmosferah, na primer v prisotnosti vnetljivih tekočin, plinov in prahu, ali nad 50 stopinj Celzija. <box>698 254 903 258</box>
instruction-line: Nelietojiet šo produktu sprādzienbīstamā vidē, piemēram, viegli uzliesmojošu šķidrumu, gāzu un putekļu klātbūtnē vai virs 50 grādiem pēc Celsija. <box>698 521 915 525</box>
language-section-nl <box>22 307 330 404</box>
instruction-line: A fonte de luz desta luminária não é substituível; quando a fonte de luz atingir o fim da sua vida útil, toda a luminária deve ser substituída. <box>360 187 565 191</box>
instruction-line: Elekter on ohtlik. <box>360 721 385 725</box>
